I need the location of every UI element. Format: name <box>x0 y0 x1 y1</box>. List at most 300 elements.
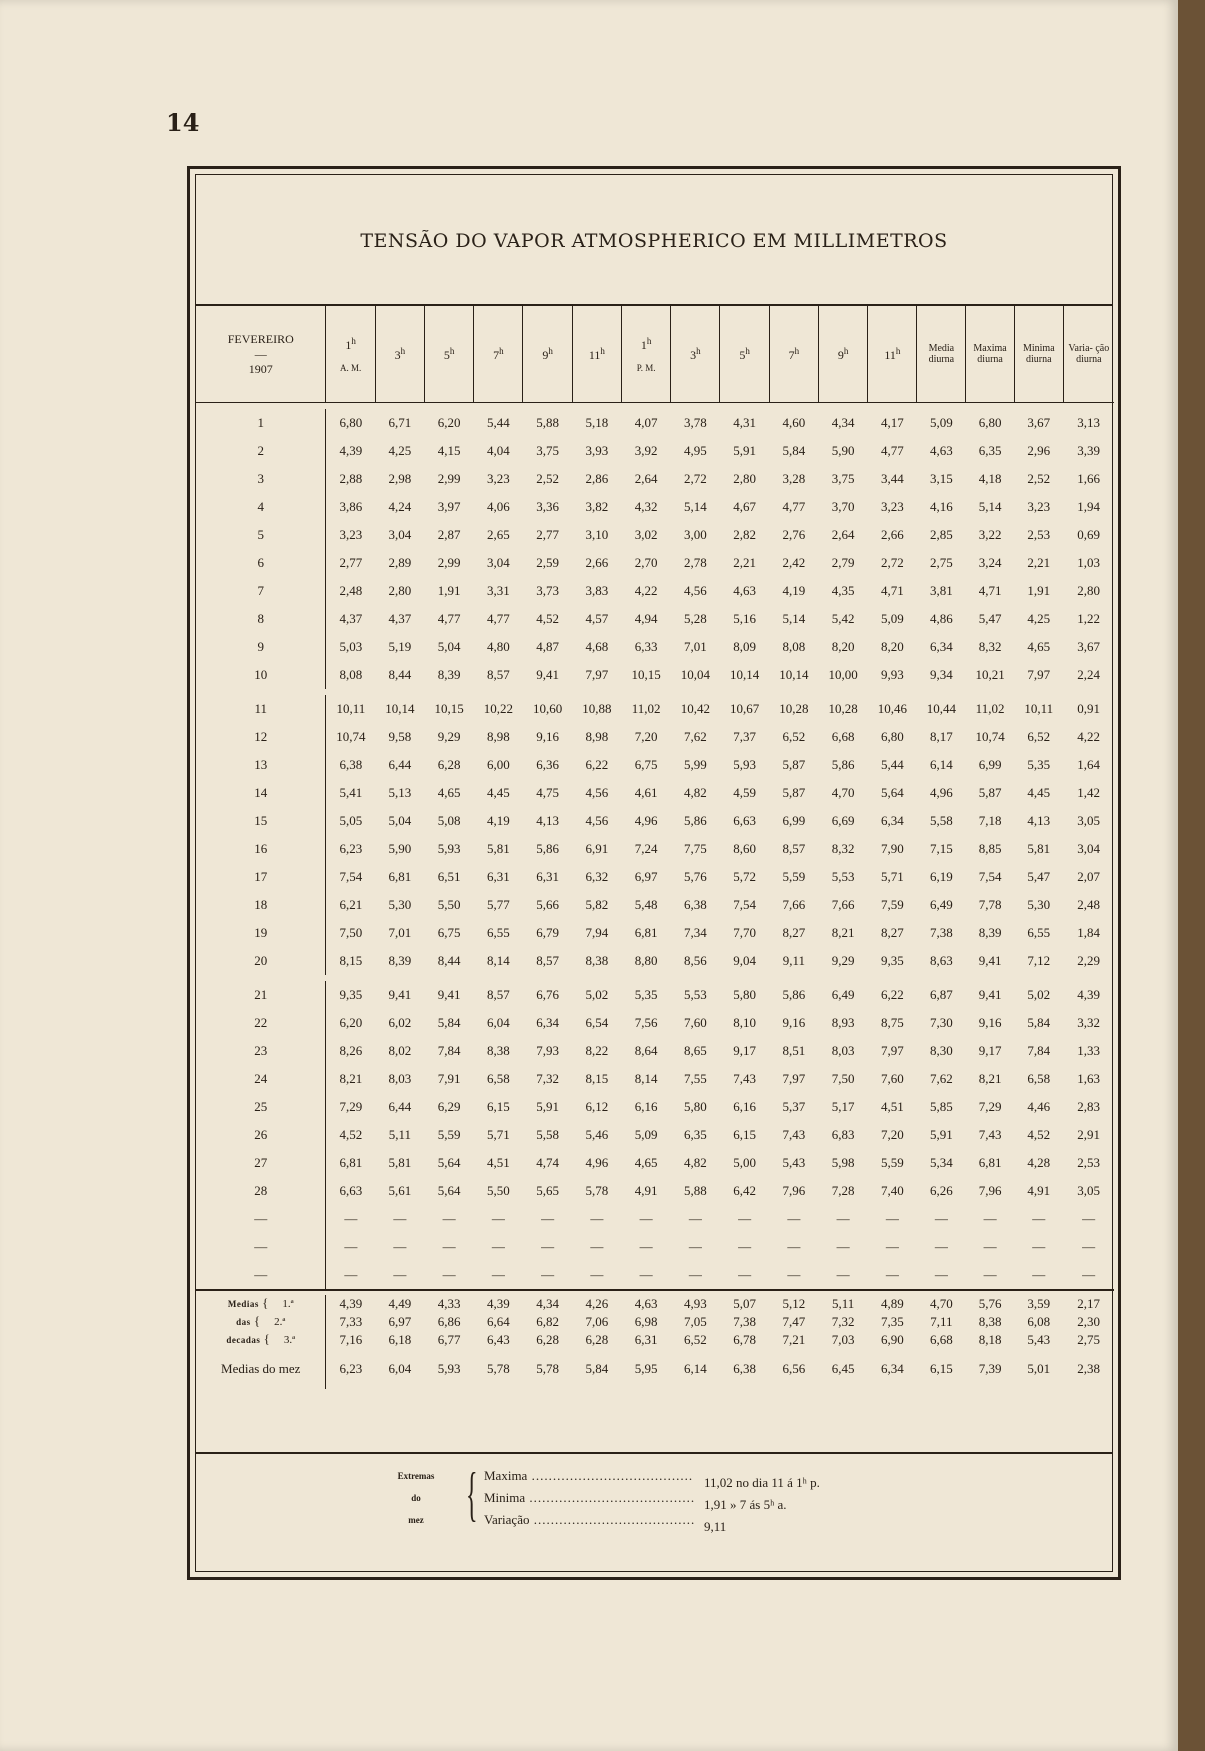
value-cell: 4,67 <box>733 499 756 514</box>
decada-value: 6,68 <box>929 1332 953 1347</box>
value-cell: 3,24 <box>978 555 1002 570</box>
value-cell: 4,04 <box>486 443 510 458</box>
value-cell: — <box>688 1267 702 1282</box>
value-cell: 8,51 <box>782 1043 806 1058</box>
hour-number: 3 <box>394 347 401 362</box>
value-cell: 2,77 <box>339 555 363 570</box>
extrema-minima-value: 1,91 » 7 ás 5ʰ a. <box>704 1497 787 1512</box>
value-cell: 5,88 <box>683 1183 707 1198</box>
value-cell: 6,75 <box>437 925 461 940</box>
value-cell: 6,99 <box>782 813 806 828</box>
value-cell: 4,52 <box>1027 1127 1051 1142</box>
value-cell: 6,83 <box>831 1127 855 1142</box>
hour-suffix: h <box>499 345 504 356</box>
hour-suffix: h <box>548 345 553 356</box>
medias-mez-value: 6,15 <box>929 1361 953 1376</box>
hour-suffix: h <box>745 345 750 356</box>
value-cell: 3,36 <box>536 499 559 514</box>
value-cell: 3,83 <box>585 583 609 598</box>
value-cell: 4,13 <box>1027 813 1051 828</box>
value-cell: 6,49 <box>831 987 855 1002</box>
value-cell: 6,51 <box>437 869 461 884</box>
value-cell: 4,77 <box>880 443 904 458</box>
day-cell: 5 <box>196 521 326 549</box>
value-cell: 1,63 <box>1077 1071 1100 1086</box>
value-cell: 6,23 <box>339 841 363 856</box>
value-cell: 4,17 <box>880 415 904 430</box>
decada-value: 4,49 <box>388 1296 412 1311</box>
value-cell: 6,38 <box>339 757 363 772</box>
value-cell: 3,05 <box>1077 813 1100 828</box>
value-cell: 5,13 <box>388 785 412 800</box>
table-row <box>196 493 1114 521</box>
value-cell: 5,00 <box>733 1155 756 1170</box>
decada-value: 5,07 <box>733 1296 756 1311</box>
decada-value: 4,39 <box>486 1296 510 1311</box>
value-cell: — <box>1032 1267 1046 1282</box>
value-cell: — <box>393 1267 407 1282</box>
value-cell: 8,98 <box>585 729 609 744</box>
value-cell: 5,18 <box>585 415 609 430</box>
value-cell: 7,70 <box>733 925 756 940</box>
decada-value: 6,78 <box>733 1332 756 1347</box>
value-cell: 10,67 <box>729 701 760 716</box>
value-cell: 8,14 <box>634 1071 658 1086</box>
value-cell: 7,12 <box>1027 953 1051 968</box>
value-cell: 3,32 <box>1077 1015 1100 1030</box>
value-cell: 5,04 <box>388 813 412 828</box>
decada-value: 2,30 <box>1077 1314 1100 1329</box>
decada-value: 5,76 <box>978 1296 1002 1311</box>
value-cell: 10,88 <box>582 701 612 716</box>
hour-suffix: h <box>646 335 652 346</box>
value-cell: — <box>393 1239 407 1254</box>
value-cell: 4,59 <box>733 785 756 800</box>
extremas-divider <box>196 1452 1112 1454</box>
value-cell: 8,93 <box>831 1015 855 1030</box>
value-cell: 10,44 <box>926 701 956 716</box>
value-cell: 1,84 <box>1077 925 1100 940</box>
value-cell: — <box>344 1211 358 1226</box>
value-cell: — <box>983 1239 997 1254</box>
value-cell: 6,34 <box>880 813 904 828</box>
value-cell: 2,77 <box>536 527 559 542</box>
value-cell: 6,63 <box>339 1183 363 1198</box>
value-cell: 7,43 <box>978 1127 1002 1142</box>
value-cell: 6,32 <box>585 869 609 884</box>
value-cell: 4,51 <box>880 1099 904 1114</box>
value-cell: 4,56 <box>585 785 609 800</box>
value-cell: — <box>344 1239 358 1254</box>
value-cell: 6,58 <box>486 1071 510 1086</box>
value-cell: 1,66 <box>1077 471 1100 486</box>
value-cell: 6,87 <box>929 987 953 1002</box>
value-cell: 4,15 <box>437 443 461 458</box>
decada-value: 6,28 <box>585 1332 609 1347</box>
table-row <box>196 605 1114 633</box>
decada-value: 8,38 <box>978 1314 1002 1329</box>
value-cell: 9,29 <box>831 953 855 968</box>
medias-mez-value: 5,93 <box>437 1361 461 1376</box>
value-cell: 10,28 <box>828 701 858 716</box>
value-cell: 3,04 <box>486 555 510 570</box>
value-cell: 10,04 <box>680 667 710 682</box>
value-cell: 3,23 <box>339 527 363 542</box>
hour-number: 11 <box>884 347 896 362</box>
table-row <box>196 695 1114 723</box>
value-cell: 5,50 <box>486 1183 510 1198</box>
value-cell: 8,21 <box>978 1071 1002 1086</box>
value-cell: 4,82 <box>683 785 707 800</box>
value-cell: 4,77 <box>486 611 510 626</box>
value-cell: 7,15 <box>929 841 953 856</box>
value-cell: 8,56 <box>683 953 707 968</box>
value-cell: 7,97 <box>880 1043 904 1058</box>
value-cell: 2,99 <box>437 555 461 570</box>
value-cell: 7,62 <box>683 729 707 744</box>
value-cell: 7,50 <box>831 1071 855 1086</box>
day-cell: 23 <box>196 1037 326 1065</box>
value-cell: 7,94 <box>585 925 609 940</box>
value-cell: 7,24 <box>634 841 658 856</box>
value-cell: 10,14 <box>729 667 760 682</box>
table-row <box>196 779 1114 807</box>
value-cell: 6,22 <box>880 987 904 1002</box>
value-cell: 8,27 <box>880 925 904 940</box>
stat-header: Media diurna <box>917 306 966 403</box>
value-cell: 3,93 <box>585 443 609 458</box>
value-cell: — <box>393 1211 407 1226</box>
decada-value: 7,21 <box>782 1332 806 1347</box>
value-cell: 2,53 <box>1027 527 1051 542</box>
value-cell: 1,91 <box>1027 583 1051 598</box>
value-cell: 6,21 <box>339 897 363 912</box>
day-cell: 6 <box>196 549 326 577</box>
value-cell: 6,52 <box>782 729 806 744</box>
hour-suffix: h <box>843 345 849 356</box>
decada-value: 6,43 <box>486 1332 510 1347</box>
value-cell: 10,60 <box>532 701 563 716</box>
value-cell: — <box>738 1267 752 1282</box>
value-cell: — <box>1082 1239 1096 1254</box>
value-cell: 4,39 <box>339 443 363 458</box>
value-cell: 5,64 <box>437 1155 461 1170</box>
table-inner-frame <box>195 174 1113 1572</box>
value-cell: 7,90 <box>880 841 904 856</box>
hour-header <box>523 306 572 403</box>
value-cell: 6,02 <box>388 1015 412 1030</box>
value-cell: — <box>344 1267 358 1282</box>
value-cell: 4,25 <box>1027 611 1051 626</box>
value-cell: 6,81 <box>388 869 412 884</box>
vapor-tension-table <box>196 306 1114 1389</box>
decada-label-cell: decadas { 3.ª <box>196 1331 326 1349</box>
value-cell: 5,09 <box>634 1127 658 1142</box>
value-cell: 5,47 <box>978 611 1002 626</box>
value-cell: 5,34 <box>929 1155 953 1170</box>
value-cell: 6,54 <box>585 1015 609 1030</box>
table-row <box>196 1233 1114 1261</box>
value-cell: — <box>1082 1211 1096 1226</box>
value-cell: 10,11 <box>336 701 366 716</box>
value-cell: 2,70 <box>634 555 658 570</box>
value-cell: 8,65 <box>683 1043 707 1058</box>
value-cell: 5,14 <box>978 499 1002 514</box>
value-cell: 7,54 <box>733 897 756 912</box>
value-cell: 2,21 <box>733 555 756 570</box>
table-row <box>196 1177 1114 1205</box>
value-cell: 7,60 <box>683 1015 707 1030</box>
extrema-maxima-row <box>484 1465 820 1490</box>
value-cell: 7,62 <box>929 1071 953 1086</box>
value-cell: 8,21 <box>339 1071 363 1086</box>
medias-mez-value: 6,38 <box>733 1361 756 1376</box>
value-cell: 3,44 <box>880 471 904 486</box>
value-cell: 4,86 <box>929 611 953 626</box>
value-cell: 4,22 <box>634 583 658 598</box>
value-cell: 5,91 <box>733 443 756 458</box>
decada-value: 6,97 <box>388 1314 412 1329</box>
value-cell: 8,17 <box>929 729 953 744</box>
value-cell: 5,50 <box>437 897 461 912</box>
value-cell: 5,44 <box>880 757 904 772</box>
table-row <box>196 751 1114 779</box>
value-cell: 8,44 <box>388 667 412 682</box>
value-cell: 5,53 <box>683 987 707 1002</box>
day-cell: 16 <box>196 835 326 863</box>
value-cell: 4,51 <box>486 1155 510 1170</box>
value-cell: 5,81 <box>1027 841 1051 856</box>
table-row <box>196 835 1114 863</box>
value-cell: — <box>983 1267 997 1282</box>
value-cell: 9,41 <box>978 987 1002 1002</box>
table-row <box>196 577 1114 605</box>
value-cell: 3,23 <box>486 471 510 486</box>
value-cell: 4,65 <box>634 1155 658 1170</box>
value-cell: 5,35 <box>634 987 658 1002</box>
value-cell: 5,59 <box>782 869 806 884</box>
value-cell: 5,87 <box>978 785 1002 800</box>
decada-value: 6,18 <box>388 1332 412 1347</box>
value-cell: 3,31 <box>486 583 510 598</box>
day-cell: 26 <box>196 1121 326 1149</box>
value-cell: 4,39 <box>1077 987 1100 1002</box>
value-cell: 5,82 <box>585 897 609 912</box>
value-cell: 4,22 <box>1077 729 1100 744</box>
value-cell: 10,46 <box>877 701 907 716</box>
value-cell: — <box>1032 1239 1046 1254</box>
day-cell: — <box>196 1233 326 1261</box>
decada-value: 7,35 <box>880 1314 904 1329</box>
hour-suffix: h <box>895 345 901 356</box>
hour-header <box>474 306 523 403</box>
value-cell: — <box>787 1267 801 1282</box>
hour-number: 5 <box>739 347 746 362</box>
medias-mez-label: Medias do mez <box>196 1349 326 1389</box>
value-cell: 3,39 <box>1077 443 1100 458</box>
value-cell: 6,15 <box>733 1127 756 1142</box>
value-cell: 4,61 <box>634 785 658 800</box>
medias-mez-value: 5,78 <box>536 1361 559 1376</box>
value-cell: 10,74 <box>975 729 1005 744</box>
value-cell: 7,97 <box>585 667 609 682</box>
value-cell: 6,26 <box>929 1183 953 1198</box>
value-cell: 6,19 <box>929 869 953 884</box>
value-cell: 5,58 <box>536 1127 559 1142</box>
value-cell: 2,80 <box>1077 583 1100 598</box>
table-row <box>196 1261 1114 1290</box>
decada-label-cell: Medias { 1.ª <box>196 1295 326 1313</box>
value-cell: 8,30 <box>929 1043 953 1058</box>
value-cell: 4,94 <box>634 611 658 626</box>
value-cell: 8,15 <box>585 1071 609 1086</box>
value-cell: 4,24 <box>388 499 412 514</box>
day-cell: 8 <box>196 605 326 633</box>
decada-value: 5,12 <box>782 1296 806 1311</box>
value-cell: 7,18 <box>978 813 1002 828</box>
value-cell: — <box>541 1239 555 1254</box>
value-cell: 10,74 <box>336 729 366 744</box>
value-cell: 6,80 <box>880 729 904 744</box>
value-cell: 1,22 <box>1077 611 1100 626</box>
value-cell: 7,59 <box>880 897 904 912</box>
value-cell: — <box>590 1239 604 1254</box>
value-cell: — <box>885 1239 899 1254</box>
decada-number: 3.ª <box>283 1334 296 1346</box>
table-row <box>196 1149 1114 1177</box>
hour-header <box>769 306 818 403</box>
value-cell: 9,04 <box>733 953 756 968</box>
hour-suffix: h <box>400 345 406 356</box>
value-cell: 2,85 <box>929 527 953 542</box>
value-cell: 10,15 <box>434 701 464 716</box>
value-cell: 5,03 <box>339 639 363 654</box>
value-cell: 5,35 <box>1027 757 1051 772</box>
value-cell: 5,44 <box>486 415 510 430</box>
value-cell: 2,72 <box>880 555 904 570</box>
day-cell: 21 <box>196 981 326 1009</box>
value-cell: 7,84 <box>437 1043 461 1058</box>
value-cell: 5,42 <box>831 611 855 626</box>
table-row <box>196 1093 1114 1121</box>
value-cell: 7,84 <box>1027 1043 1051 1058</box>
value-cell: 8,85 <box>978 841 1002 856</box>
value-cell: 7,01 <box>388 925 412 940</box>
value-cell: 4,13 <box>536 813 559 828</box>
value-cell: 6,34 <box>536 1015 559 1030</box>
value-cell: 8,14 <box>486 953 510 968</box>
value-cell: 4,37 <box>339 611 363 626</box>
value-cell: 7,38 <box>929 925 953 940</box>
value-cell: 6,28 <box>437 757 461 772</box>
month-label: FEVEREIRO <box>227 331 294 346</box>
value-cell: 5,86 <box>782 987 806 1002</box>
decada-value: 7,03 <box>831 1332 855 1347</box>
value-cell: 7,01 <box>683 639 707 654</box>
value-cell: 1,03 <box>1077 555 1100 570</box>
extrema-maxima-name: Maxima ..... <box>484 1465 694 1487</box>
value-cell: 3,23 <box>880 499 904 514</box>
value-cell: 2,24 <box>1077 667 1100 682</box>
value-cell: 5,30 <box>1027 897 1051 912</box>
value-cell: 2,66 <box>585 555 609 570</box>
extrema-variacao-row <box>484 1509 727 1534</box>
value-cell: 4,07 <box>634 415 658 430</box>
value-cell: 6,22 <box>585 757 609 772</box>
value-cell: 3,67 <box>1027 415 1051 430</box>
table-row <box>196 1037 1114 1065</box>
value-cell: 4,18 <box>978 471 1002 486</box>
day-cell: 2 <box>196 437 326 465</box>
value-cell: 5,58 <box>929 813 953 828</box>
value-cell: 4,34 <box>831 415 855 430</box>
value-cell: 0,91 <box>1077 701 1100 716</box>
value-cell: 4,52 <box>536 611 559 626</box>
table-row <box>196 947 1114 975</box>
value-cell: — <box>639 1239 653 1254</box>
value-cell: 4,45 <box>486 785 510 800</box>
value-cell: 5,19 <box>388 639 412 654</box>
decada-value: 6,31 <box>634 1332 658 1347</box>
page-number: 14 <box>166 108 200 137</box>
value-cell: 5,02 <box>585 987 609 1002</box>
value-cell: 5,93 <box>437 841 461 856</box>
value-cell: 4,91 <box>1027 1183 1051 1198</box>
value-cell: 9,11 <box>782 953 805 968</box>
ampm-label: P. M. <box>636 362 656 373</box>
value-cell: 6,81 <box>339 1155 363 1170</box>
decada-value: 6,52 <box>683 1332 707 1347</box>
month-header <box>196 306 326 403</box>
value-cell: 2,88 <box>339 471 363 486</box>
value-cell: 10,15 <box>631 667 661 682</box>
value-cell: 6,97 <box>634 869 658 884</box>
value-cell: 8,57 <box>536 953 559 968</box>
value-cell: 7,78 <box>978 897 1002 912</box>
header-row <box>196 306 1114 403</box>
value-cell: 5,88 <box>536 415 559 430</box>
value-cell: 6,15 <box>486 1099 510 1114</box>
value-cell: 4,74 <box>536 1155 559 1170</box>
value-cell: — <box>639 1211 653 1226</box>
value-cell: 8,80 <box>634 953 658 968</box>
value-cell: 9,16 <box>978 1015 1002 1030</box>
medias-mez-value: 6,56 <box>782 1361 806 1376</box>
value-cell: 2,80 <box>733 471 756 486</box>
extrema-minima-row <box>484 1487 787 1512</box>
value-cell: 4,19 <box>782 583 806 598</box>
value-cell: 5,14 <box>782 611 806 626</box>
decada-value: 6,77 <box>437 1332 461 1347</box>
value-cell: 6,80 <box>339 415 363 430</box>
value-cell: — <box>541 1267 555 1282</box>
value-cell: 2,79 <box>831 555 855 570</box>
value-cell: 9,58 <box>388 729 412 744</box>
value-cell: 7,54 <box>978 869 1002 884</box>
value-cell: 8,20 <box>831 639 855 654</box>
decada-value: 4,39 <box>339 1296 363 1311</box>
value-cell: 7,29 <box>339 1099 363 1114</box>
value-cell: 9,16 <box>782 1015 806 1030</box>
value-cell: 7,43 <box>733 1071 756 1086</box>
value-cell: 5,48 <box>634 897 658 912</box>
table-row <box>196 549 1114 577</box>
hour-header <box>424 306 473 403</box>
value-cell: 6,69 <box>831 813 855 828</box>
value-cell: 3,23 <box>1027 499 1051 514</box>
value-cell: 6,81 <box>978 1155 1002 1170</box>
decada-value: 7,33 <box>339 1314 363 1329</box>
